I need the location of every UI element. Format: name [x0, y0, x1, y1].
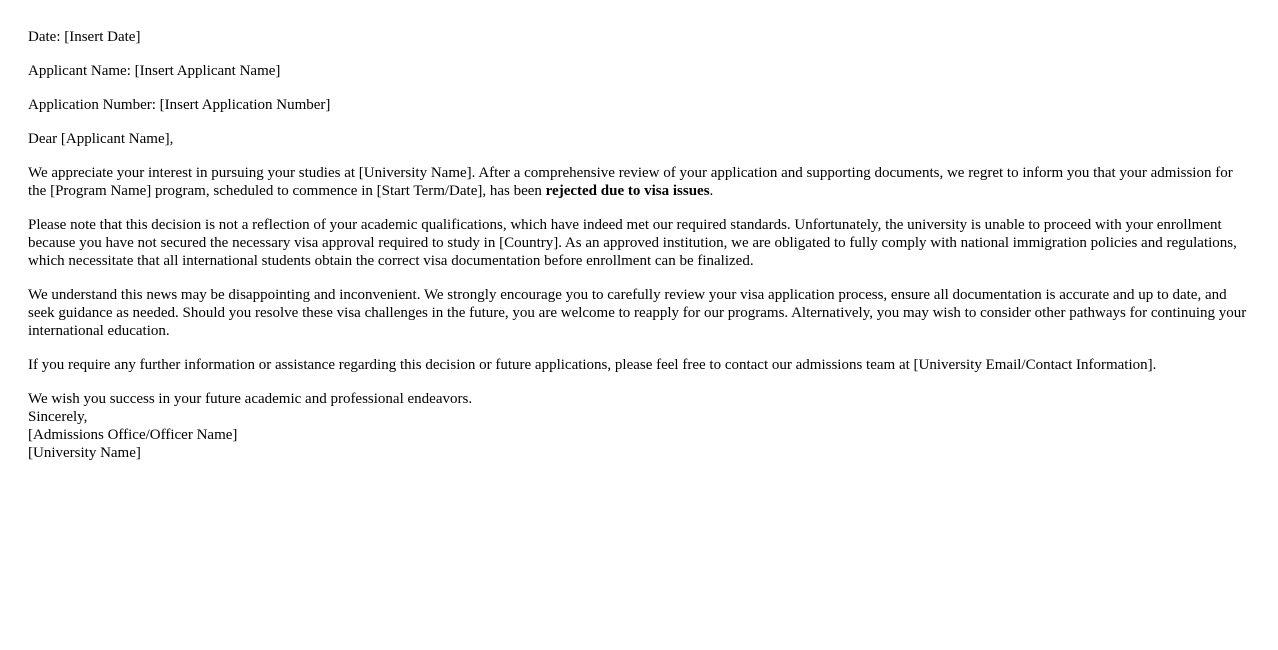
application-number-line: Application Number: [Insert Application Number]	[28, 97, 331, 113]
letter-body	[28, 28, 1250, 462]
closing-block	[28, 390, 1250, 462]
institution-name: [University Name]	[28, 445, 141, 461]
paragraph-encouragement: We understand this news may be disappointing and inconvenient. We strongly encourage you to carefully review your visa application process, ensure all documentation is accurate and up to date, and seek guidance as needed. Should you resolve these visa challenges in the future, you are welcome to reapply for our programs. Alternatively, you may wish to consider other pathways for continuing your international education.	[28, 287, 1247, 339]
paragraph-explanation: Please note that this decision is not a reflection of your academic qualifications, which have indeed met our required standards. Unfortunately, the university is unable to proceed with your enrollment because you have not secured the necessary visa approval required to study in [Country]. As an approved institution, we are obligated to fully comply with national immigration policies and regulations, which necessitate that all international students obtain the correct visa documentation before enrollment can be finalized.	[28, 217, 1237, 269]
salutation: Dear [Applicant Name],	[28, 131, 174, 147]
paragraph-decision-text: We appreciate your interest in pursuing your studies at [University Name]. After a comprehensive review of your application and supporting documents, we regret to inform you that your admission for the [Program Name] program, scheduled to commence in [Start Term/Date], has been	[28, 165, 1233, 199]
paragraph-decision-end: .	[709, 183, 714, 199]
signer-name: [Admissions Office/Officer Name]	[28, 427, 238, 443]
paragraph-contact: If you require any further information or assistance regarding this decision or future applications, please feel free to contact our admissions team at [University Email/Contact Information].	[28, 357, 1157, 373]
paragraph-decision	[28, 164, 1250, 200]
closing-wish: We wish you success in your future academic and professional endeavors.	[28, 391, 473, 407]
applicant-name-line: Applicant Name: [Insert Applicant Name]	[28, 63, 281, 79]
date-line: Date: [Insert Date]	[28, 29, 141, 45]
decision-emphasis: rejected due to visa issues	[545, 183, 710, 199]
sign-off: Sincerely,	[28, 409, 88, 425]
